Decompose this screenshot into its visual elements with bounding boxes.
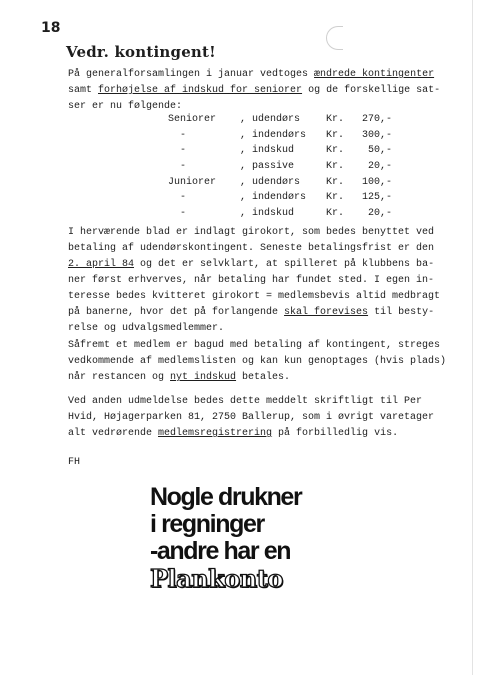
text-line: I herværende blad er indlagt girokort, som bedes benyttet ved: [68, 227, 435, 238]
fee-currency: Kr.: [326, 129, 345, 141]
fee-separator: ,: [240, 207, 253, 219]
fee-table: [168, 112, 392, 221]
fee-row: [168, 159, 392, 175]
text-line: relse og udvalgsmedlemmer.: [68, 323, 225, 334]
arrears-paragraph: [68, 338, 447, 386]
fee-group: -: [180, 129, 187, 141]
payment-paragraph: [68, 225, 441, 337]
fee-row: [168, 143, 392, 159]
text-line: Hvid, Højagerparken 81, 2750 Ballerup, som i øvrigt varetager: [68, 412, 435, 423]
fee-type: [240, 174, 326, 190]
fee-currency: Kr.: [326, 145, 345, 157]
signature-initials: FH: [68, 457, 81, 468]
fee-amount: 300,-: [361, 129, 392, 141]
fee-currency: Kr.: [326, 176, 345, 188]
ad-headline-line-3: -andre har en: [150, 537, 291, 565]
underlined-text: nyt indskud: [170, 372, 237, 383]
fee-row: [168, 128, 392, 144]
text-line: og det er selvklart, at spilleret på klubbens ba-: [134, 259, 435, 270]
fee-type-label: indendørs: [252, 192, 307, 204]
fee-amount: 100,-: [361, 176, 392, 188]
fee-type-label: indskud: [252, 207, 295, 219]
text-line: betales.: [236, 372, 291, 383]
text-line: betaling af udendørskontingent. Seneste betalingsfrist er den: [68, 243, 435, 254]
fee-currency: Kr.: [326, 161, 345, 173]
ad-headline-line-1: Nogle drukner: [150, 483, 302, 511]
fee-currency: Kr.: [326, 207, 345, 219]
text-line: på banerne, hvor det på forlangende: [68, 307, 285, 318]
fee-amount: 270,-: [361, 114, 392, 126]
fee-group: -: [180, 161, 187, 173]
intro-paragraph: [68, 67, 441, 115]
intro-line: samt: [68, 85, 99, 96]
underlined-text: skal forevises: [284, 307, 369, 318]
fee-table-body: [168, 112, 392, 221]
fee-separator: ,: [240, 114, 253, 126]
fee-group: Seniorer: [168, 114, 217, 126]
resignation-paragraph: [68, 394, 435, 442]
fee-amount: 20,-: [367, 207, 392, 219]
text-line: alt vedrørende: [68, 428, 159, 439]
intro-line: ser er nu følgende:: [68, 101, 183, 112]
underlined-text: ændrede kontingenter: [314, 69, 435, 80]
fee-type: [240, 190, 326, 206]
fee-type: [240, 206, 326, 222]
fee-group: Juniorer: [168, 176, 217, 188]
fee-type: [240, 112, 326, 128]
fee-amount: 50,-: [367, 145, 392, 157]
fee-amount: 20,-: [367, 161, 392, 173]
bank-advertisement: [150, 484, 301, 593]
fee-type-label: indendørs: [252, 129, 307, 141]
page-number: 18: [41, 20, 61, 36]
text-line: på forbilledlig vis.: [272, 428, 399, 439]
underlined-text: medlemsregistrering: [158, 428, 273, 439]
ad-headline-line-2: i regninger: [150, 510, 264, 538]
fee-type: [240, 128, 326, 144]
fee-separator: ,: [240, 161, 253, 173]
fee-type: [240, 143, 326, 159]
fee-type-label: indskud: [252, 145, 295, 157]
fee-type-label: udendørs: [252, 176, 301, 188]
text-line: når restancen og: [68, 372, 171, 383]
underlined-text: 2. april 84: [68, 259, 135, 270]
page-title: Vedr. kontingent!: [66, 43, 216, 61]
page-edge: [472, 0, 473, 675]
fee-currency: Kr.: [326, 114, 345, 126]
fee-row: [168, 206, 392, 222]
plankonto-logo: Plankonto: [150, 564, 283, 593]
scan-mark: [326, 26, 343, 50]
fee-type: [240, 159, 326, 175]
text-line: Ved anden udmeldelse bedes dette meddelt skriftligt til Per: [68, 396, 423, 407]
text-line: vedkommende af medlemslisten og kan kun genoptages (hvis plads): [68, 356, 447, 367]
text-line: Såfremt et medlem er bagud med betaling af kontingent, streges: [68, 340, 441, 351]
fee-separator: ,: [240, 129, 253, 141]
underlined-text: forhøjelse af indskud for seniorer: [98, 85, 303, 96]
intro-line: og de forskellige sat-: [302, 85, 441, 96]
fee-group: -: [180, 207, 187, 219]
fee-type-label: passive: [252, 161, 295, 173]
fee-type-label: udendørs: [252, 114, 301, 126]
fee-separator: ,: [240, 176, 253, 188]
text-line: til besty-: [368, 307, 435, 318]
fee-row: [168, 112, 392, 128]
fee-group: -: [180, 192, 187, 204]
fee-row: [168, 190, 392, 206]
text-line: teresse bedes kvitteret girokort = medlemsbevis altid medbragt: [68, 291, 441, 302]
fee-currency: Kr.: [326, 192, 345, 204]
fee-separator: ,: [240, 192, 253, 204]
fee-separator: ,: [240, 145, 253, 157]
fee-row: [168, 174, 392, 190]
text-line: ner først erhverves, når betaling har fundet sted. I egen in-: [68, 275, 435, 286]
fee-group: -: [180, 145, 187, 157]
intro-line: På generalforsamlingen i januar vedtoges: [68, 69, 315, 80]
fee-amount: 125,-: [361, 192, 392, 204]
